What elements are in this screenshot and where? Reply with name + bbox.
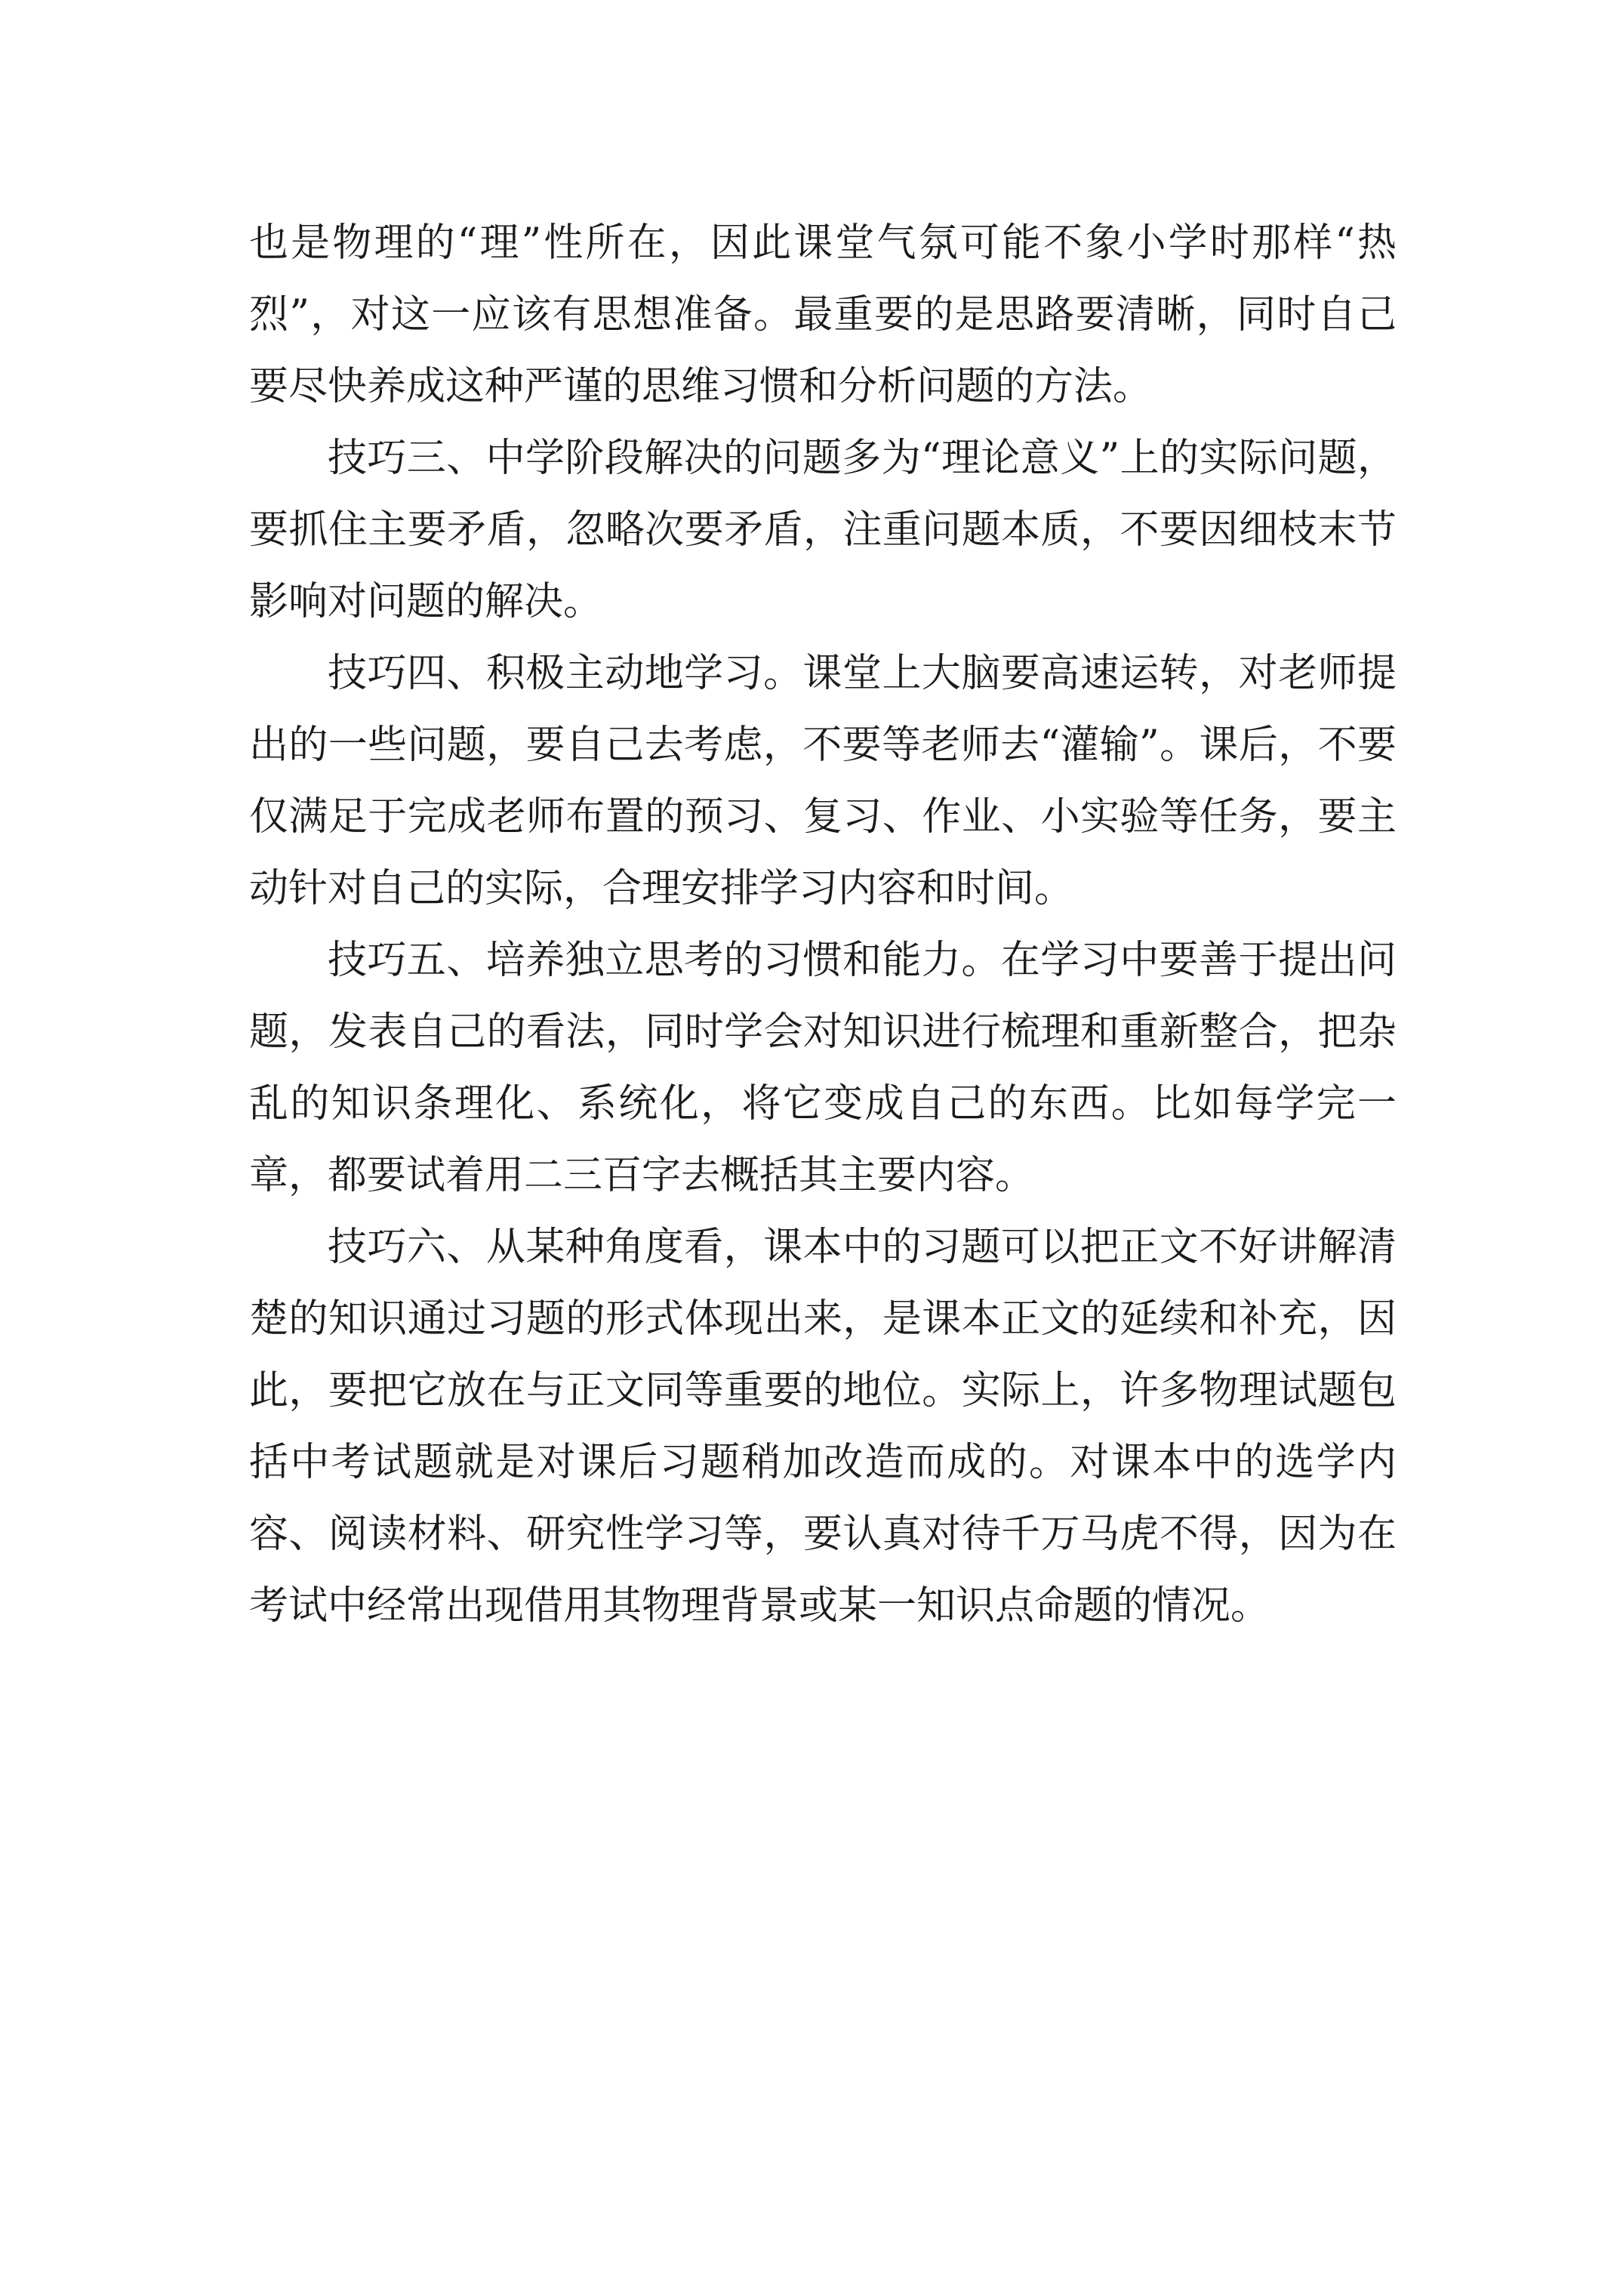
paragraph-continued: 也是物理的“理”性所在，因此课堂气氛可能不象小学时那样“热烈”，对这一应该有思想准备。最重要的是思路要清晰，同时自己要尽快养成这种严谨的思维习惯和分析问题的方法。 [249, 220, 1397, 409]
paragraph-tip-5: 技巧五、培养独立思考的习惯和能力。在学习中要善于提出问题，发表自己的看法，同时学会对知识进行梳理和重新整合，把杂乱的知识条理化、系统化，将它变成自己的东西。比如每学完一章，都要试着用二三百字去概括其主要内容。 [249, 938, 1397, 1198]
document-body [249, 208, 1397, 1642]
paragraph-tip-6: 技巧六、从某种角度看，课本中的习题可以把正文不好讲解清楚的知识通过习题的形式体现出来，是课本正文的延续和补充，因此，要把它放在与正文同等重要的地位。实际上，许多物理试题包括中考试题就是对课后习题稍加改造而成的。对课本中的选学内容、阅读材料、研究性学习等，要认真对待千万马虎不得，因为在考试中经常出现借用其物理背景或某一知识点命题的情况。 [249, 1225, 1397, 1629]
paragraph-tip-3: 技巧三、中学阶段解决的问题多为“理论意义”上的实际问题，要抓住主要矛盾，忽略次要矛盾，注重问题本质，不要因细枝末节影响对问题的解决。 [249, 436, 1397, 624]
paragraph-tip-4: 技巧四、积极主动地学习。课堂上大脑要高速运转，对老师提出的一些问题，要自己去考虑，不要等老师去“灌输”。课后，不要仅满足于完成老师布置的预习、复习、作业、小实验等任务，要主动针对自己的实际，合理安排学习内容和时间。 [249, 651, 1397, 911]
